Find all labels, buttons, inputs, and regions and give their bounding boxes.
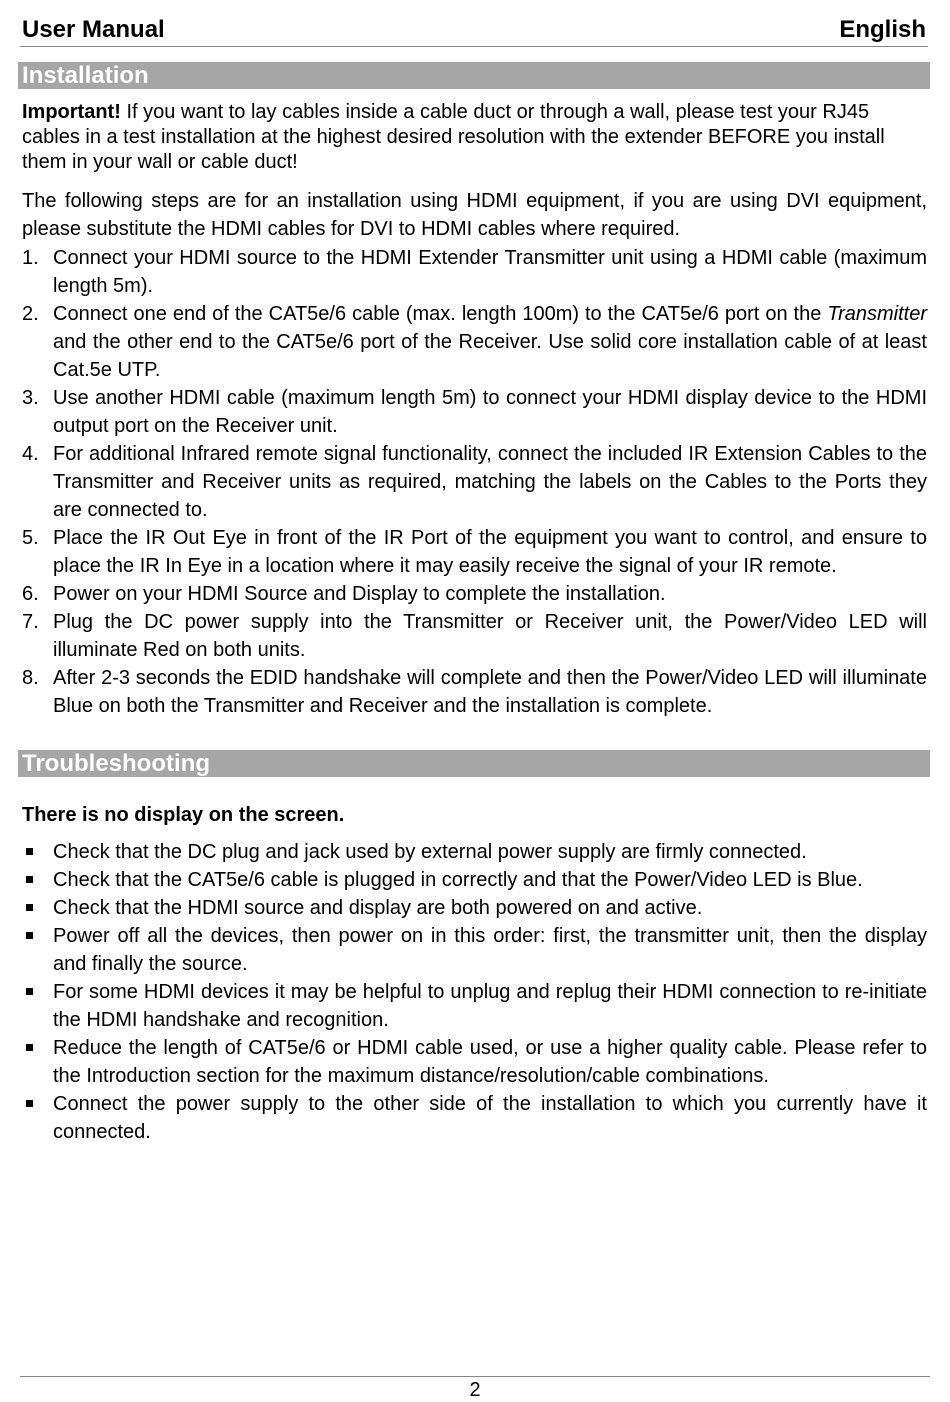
- installation-heading: Installation: [18, 62, 930, 89]
- bullet-item: [22, 1034, 927, 1090]
- step-item: [22, 580, 927, 608]
- step-text: Place the IR Out Eye in front of the IR Port of the equipment you want to control, and ensure to place the IR In Eye in a location where it may easily receive the signal of your IR remote.: [53, 527, 927, 577]
- bullet-text: Check that the CAT5e/6 cable is plugged in correctly and that the Power/Video LED is Blue.: [53, 869, 863, 891]
- page-number: 2: [469, 1379, 481, 1401]
- bullet-square-icon: [26, 932, 33, 939]
- step-text: Connect your HDMI source to the HDMI Extender Transmitter unit using a HDMI cable (maximum length 5m).: [53, 247, 927, 297]
- step-text: Use another HDMI cable (maximum length 5m) to connect your HDMI display device to the HDMI output port on the Receiver unit.: [53, 387, 927, 437]
- step-item: [22, 384, 927, 440]
- step-text: For additional Infrared remote signal functionality, connect the included IR Extension Cables to the Transmitter and Receiver units as required, matching the labels on the Cables to the Ports they are connected to.: [53, 443, 927, 521]
- step-text: and the other end to the CAT5e/6 port of the Receiver. Use solid core installation cable of at least Cat.5e UTP.: [53, 331, 927, 381]
- bullet-square-icon: [26, 876, 33, 883]
- bullet-item: [22, 978, 927, 1034]
- bullet-text: For some HDMI devices it may be helpful to unplug and replug their HDMI connection to re-initiate the HDMI handshake and recognition.: [53, 981, 927, 1031]
- step-text: Connect one end of the CAT5e/6 cable (max. length 100m) to the CAT5e/6 port on the: [53, 303, 828, 325]
- installation-intro: The following steps are for an installation using HDMI equipment, if you are using DVI equipment, please substitute the HDMI cables for DVI to HDMI cables where required.: [22, 190, 927, 240]
- bullet-item: [22, 866, 927, 894]
- bullet-square-icon: [26, 988, 33, 995]
- bullet-text: Reduce the length of CAT5e/6 or HDMI cable used, or use a higher quality cable. Please refer to the Introduction section for the maximum distance/resolution/cable combinations.: [53, 1037, 927, 1087]
- troubleshooting-list: [22, 838, 927, 1146]
- step-number: 3.: [22, 387, 39, 409]
- bullet-square-icon: [26, 1100, 33, 1107]
- step-number: 6.: [22, 583, 39, 605]
- bullet-text: Power off all the devices, then power on in this order: first, the transmitter unit, then the display and finally the source.: [53, 925, 927, 975]
- step-number: 7.: [22, 611, 39, 633]
- bullet-text: Check that the HDMI source and display are both powered on and active.: [53, 897, 703, 919]
- important-label: Important!: [22, 101, 121, 123]
- bullet-square-icon: [26, 848, 33, 855]
- bullet-item: [22, 894, 927, 922]
- step-number: 2.: [22, 303, 39, 325]
- bullet-square-icon: [26, 904, 33, 911]
- step-emphasis: Transmitter: [827, 303, 927, 325]
- installation-steps: [22, 244, 927, 720]
- header-title: User Manual: [22, 16, 165, 43]
- page-header: [20, 14, 928, 47]
- page-footer: [20, 1376, 930, 1402]
- header-language: English: [839, 16, 926, 43]
- bullet-text: Check that the DC plug and jack used by external power supply are firmly connected.: [53, 841, 807, 863]
- step-item: [22, 664, 927, 720]
- step-number: 8.: [22, 667, 39, 689]
- step-text: After 2-3 seconds the EDID handshake will complete and then the Power/Video LED will illuminate Blue on both the Transmitter and Receiver and the installation is complete.: [53, 667, 927, 717]
- step-number: 4.: [22, 443, 39, 465]
- step-item: [22, 244, 927, 300]
- step-item: [22, 608, 927, 664]
- step-number: 5.: [22, 527, 39, 549]
- step-item: [22, 440, 927, 524]
- important-note: [22, 100, 927, 175]
- troubleshooting-question: There is no display on the screen.: [22, 804, 345, 826]
- step-text: Plug the DC power supply into the Transmitter or Receiver unit, the Power/Video LED will illuminate Red on both units.: [53, 611, 927, 661]
- step-item: [22, 300, 927, 384]
- important-text: If you want to lay cables inside a cable duct or through a wall, please test your RJ45 cables in a test installation at the highest desired resolution with the extender BEFORE you install them in your wall or cable duct!: [22, 101, 885, 173]
- step-text: Power on your HDMI Source and Display to complete the installation.: [53, 583, 666, 605]
- bullet-item: [22, 1090, 927, 1146]
- bullet-item: [22, 922, 927, 978]
- step-item: [22, 524, 927, 580]
- step-number: 1.: [22, 247, 39, 269]
- bullet-text: Connect the power supply to the other side of the installation to which you currently have it connected.: [53, 1093, 927, 1143]
- bullet-item: [22, 838, 927, 866]
- troubleshooting-heading: Troubleshooting: [18, 750, 930, 777]
- bullet-square-icon: [26, 1044, 33, 1051]
